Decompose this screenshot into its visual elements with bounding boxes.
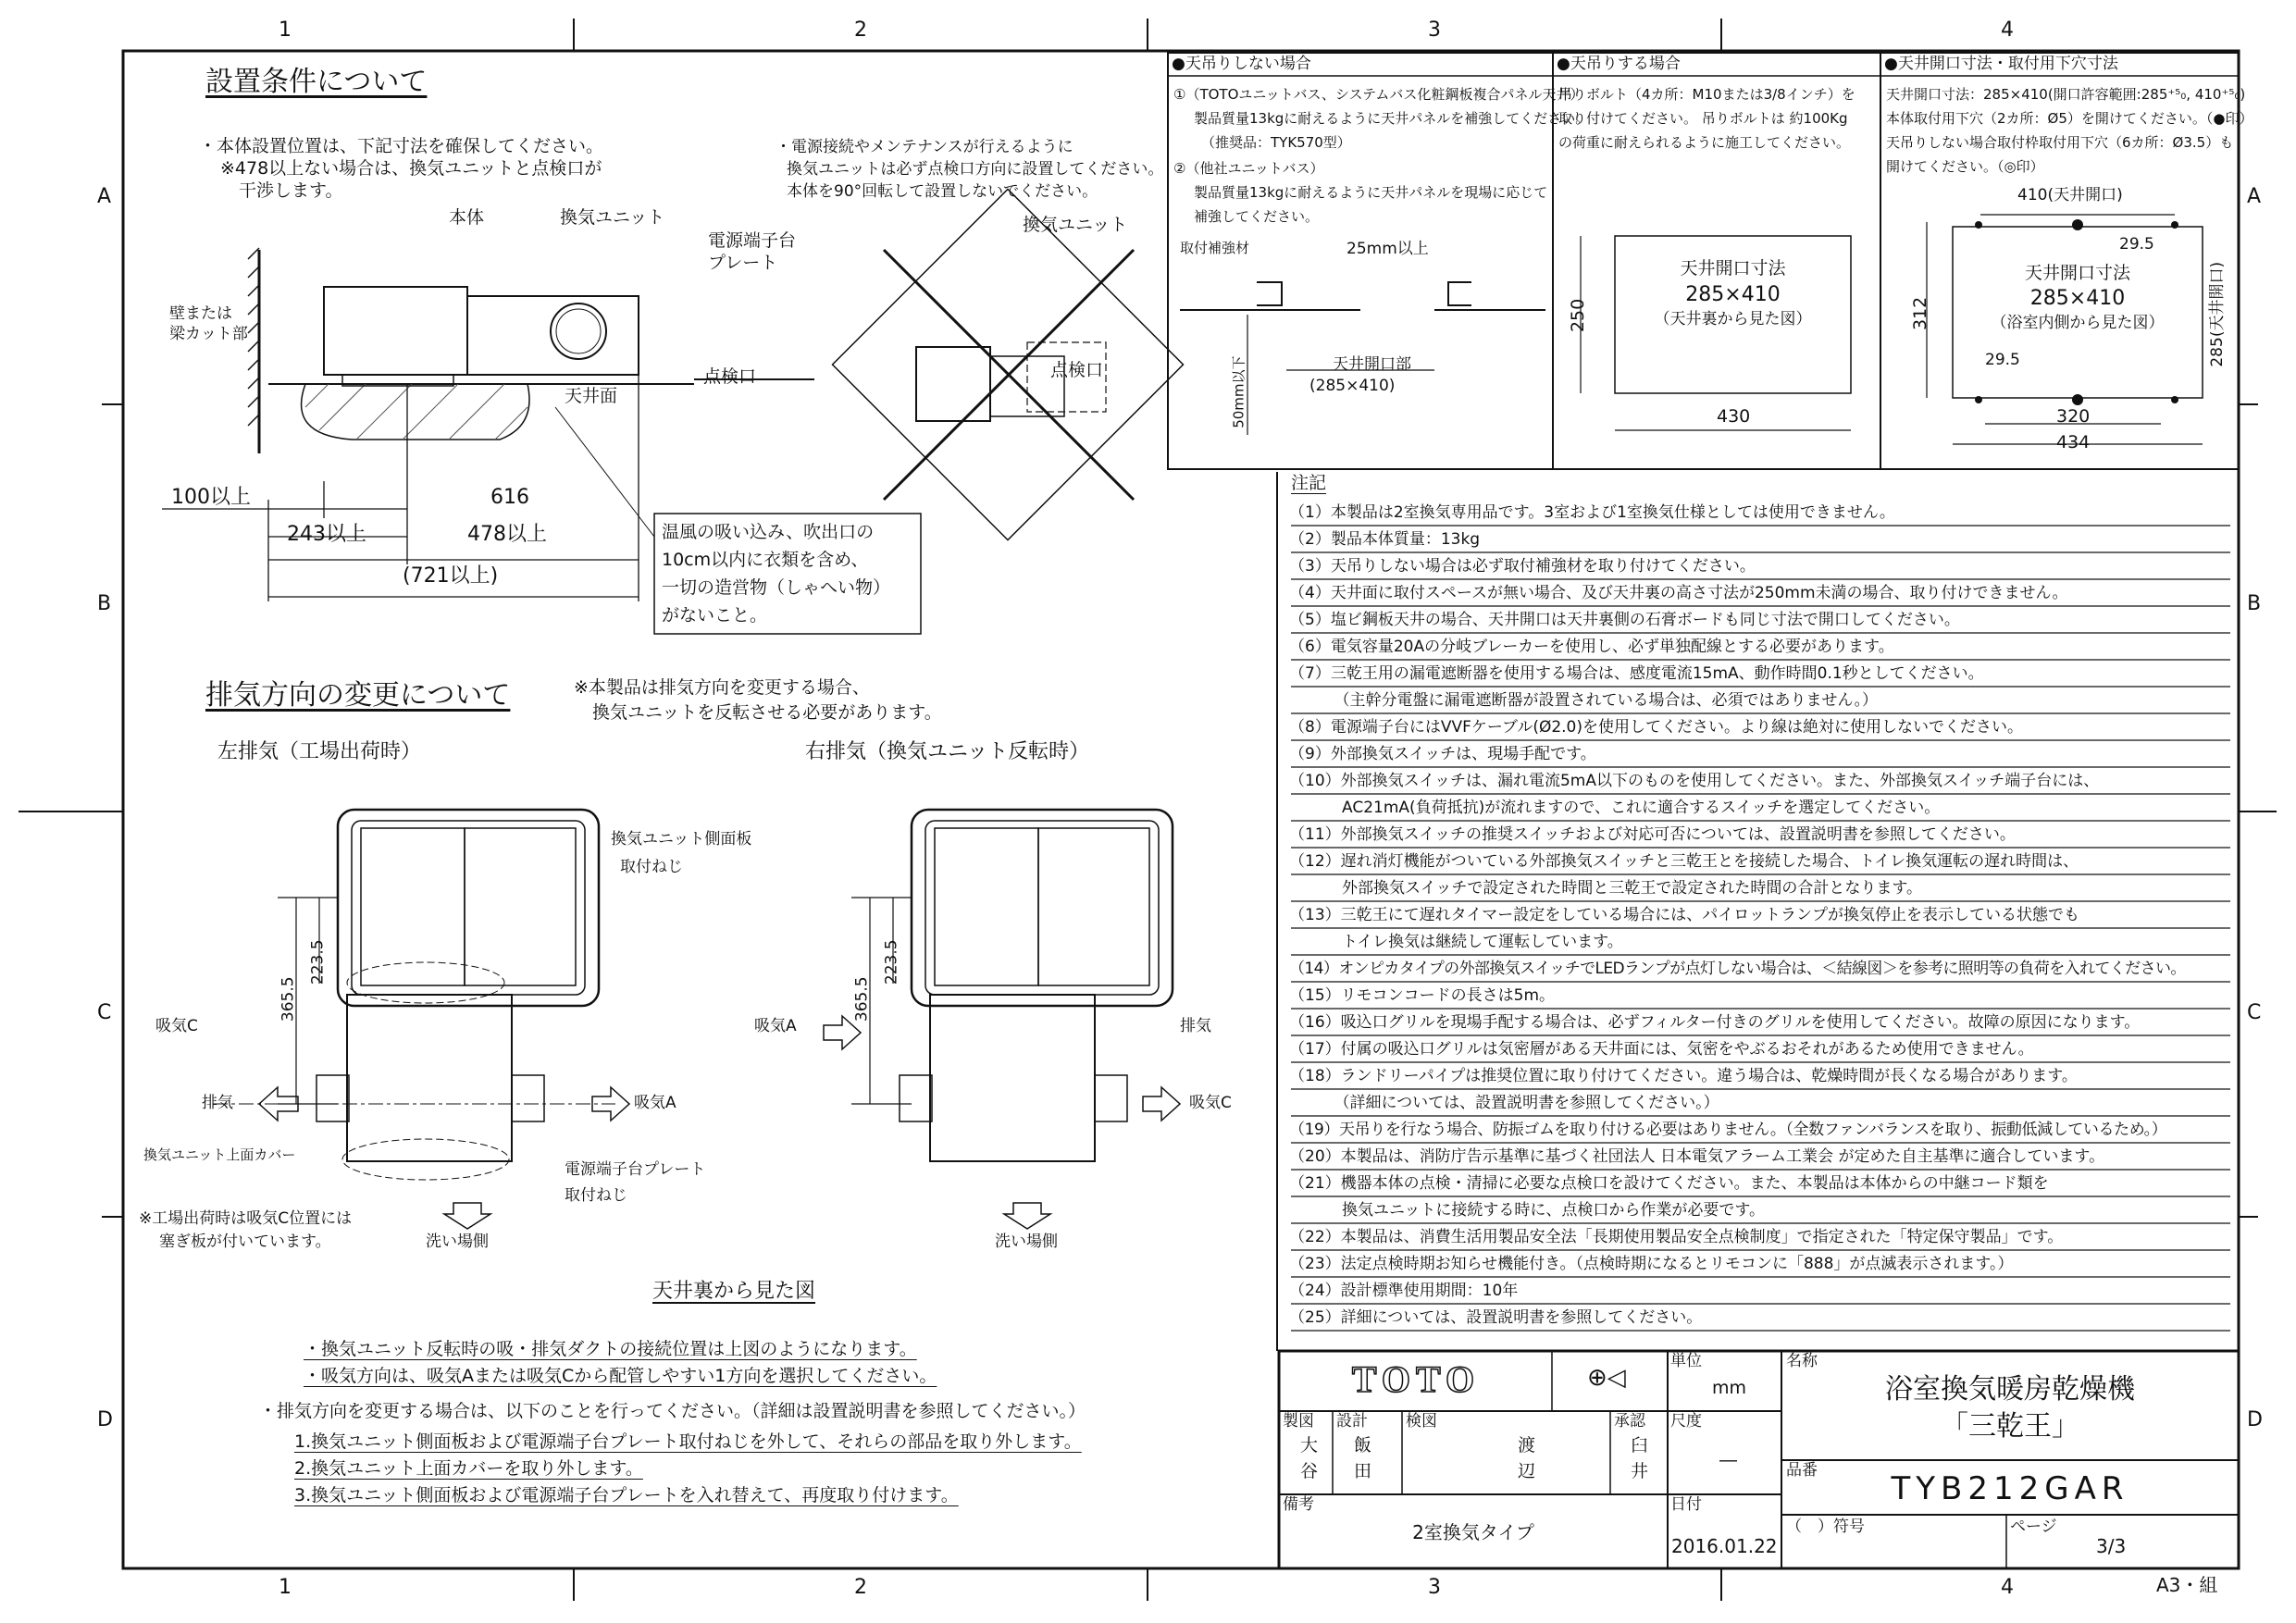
remark-value: 2室換気タイプ <box>1412 1521 1534 1543</box>
label-terminal-1: 電源端子台 <box>708 230 797 251</box>
install-note2-line3: 本体を90°回転して設置しないでください。 <box>787 182 1098 201</box>
opening-line-3: 天吊りしない場合取付枠取付用下穴（6カ所：Ø3.5）も <box>1886 134 2234 151</box>
note-item: （12）遅れ消灯機能がついている外部換気スイッチと三乾王とを接続した場合、トイレ換気運転の遅れ時間は、 <box>1289 852 2079 871</box>
opening-fig-label-3: （浴室内側から見た図） <box>1991 314 2165 332</box>
note-item: （1）本製品は2室換気専用品です。3室および1室換気仕様としては使用できません。 <box>1289 503 1895 522</box>
exhaust-note-2: 換気ユニットを反転させる必要があります。 <box>592 702 942 723</box>
install-note2-line2: 換気ユニットは必ず点検口方向に設置してください。 <box>787 160 1164 179</box>
note-item: （7）三乾王用の漏電遮断器を使用する場合は、感度電流15mA、動作時間0.1秒としてください。 <box>1289 664 1984 683</box>
no-hang-50mm: 50mm以下 <box>1230 355 1247 428</box>
label-top-cover: 換気ユニット上面カバー <box>143 1146 296 1163</box>
procedure-step-1: 1.換気ユニット側面板および電源端子台プレート取付ねじを外して、それらの部品を取り外します。 <box>294 1431 1082 1452</box>
procedure-step-2: 2.換気ユニット上面カバーを取り外します。 <box>294 1458 643 1479</box>
no-hang-line-6: 補強してください。 <box>1194 208 1320 225</box>
label-screw2: 取付ねじ <box>565 1186 627 1205</box>
note-item: AC21mA(負荷抵抗)が流れますので、これに適合するスイッチを選定してください。 <box>1326 799 1941 817</box>
left-exhaust-title: 左排気（工場出荷時） <box>217 740 422 763</box>
dim-100: 100以上 <box>171 486 251 509</box>
factory-note-2: 塞ぎ板が付いています。 <box>159 1233 331 1251</box>
no-hang-title: ●天吊りしない場合 <box>1172 55 1311 73</box>
row-letter-b-right: B <box>2247 592 2262 615</box>
opening-dim-295a: 29.5 <box>2119 235 2154 254</box>
warning-line3: 一切の造営物（しゃへい物） <box>662 577 891 598</box>
dim-478: 478以上 <box>467 523 547 546</box>
opening-dim-312: 312 <box>1910 296 1931 331</box>
label-exhaust-right: 排気 <box>1180 1017 1211 1035</box>
exhaust-bullet-2: ・吸気方向は、吸気Aまたは吸気Cから配管しやすい1方向を選択してください。 <box>304 1366 937 1386</box>
label-wash-left: 洗い場側 <box>426 1233 489 1251</box>
label-intake-a-right: 吸気A <box>754 1017 797 1035</box>
hang-line-2: 取り付けてください。 吊りボルトは 約100Kg <box>1558 110 1848 127</box>
date-label: 日付 <box>1670 1495 1702 1514</box>
approve-by-2: 井 <box>1631 1461 1649 1481</box>
hang-fig-label-1: 天井開口寸法 <box>1680 258 1786 279</box>
label-terminal-2: プレート <box>708 253 778 273</box>
exhaust-bullet-1: ・換気ユニット反転時の吸・排気ダクトの接続位置は上図のようになります。 <box>304 1339 917 1359</box>
no-hang-line-1: ①（TOTOユニットバス、システムバス化粧鋼板複合パネル天井） <box>1173 86 1584 103</box>
label-wall-2: 梁カット部 <box>169 325 248 343</box>
note-item: （19）天吊りを行なう場合、防振ゴムを取り付ける必要はありません。（全数ファンバランスを取り、振動低減しているため。） <box>1289 1121 2167 1139</box>
note-item: （23）法定点検時期お知らせ機能付き。（点検時期になるとリモコンに「888」が点滅表示されます。） <box>1289 1255 2014 1273</box>
part-number: TYB212GAR <box>1891 1470 2129 1507</box>
label-intake-c-right: 吸気C <box>1189 1094 1232 1112</box>
label-vent-unit: 換気ユニット <box>560 207 665 228</box>
dim-223-right: 223.5 <box>882 939 901 985</box>
label-intake-c-left: 吸気C <box>155 1017 198 1035</box>
row-letter-d: D <box>97 1408 113 1431</box>
note-item: （13）三乾王にて遅れタイマー設定をしている場合には、パイロットランプが換気停止を表示している状態でも <box>1289 906 2079 924</box>
part-label: 品番 <box>1786 1461 1818 1480</box>
dim-365-right: 365.5 <box>852 976 872 1022</box>
note-item: （24）設計標準使用期間：10年 <box>1289 1282 1519 1300</box>
page-value: 3/3 <box>2096 1535 2127 1557</box>
dim-223-left: 223.5 <box>308 939 328 985</box>
dim-243: 243以上 <box>287 523 366 546</box>
col-number-4-bottom: 4 <box>2001 1576 2014 1599</box>
note-item: （16）吸込口グリルを現場手配する場合は、必ずフィルター付きのグリルを使用してください。故障の原因になります。 <box>1289 1013 2141 1032</box>
opening-title: ●天井開口寸法・取付用下穴寸法 <box>1884 55 2118 73</box>
warning-line2: 10cm以内に衣類を含め、 <box>662 550 869 570</box>
row-letter-d-right: D <box>2247 1408 2263 1431</box>
install-note1-line2: ※478以上ない場合は、換気ユニットと点検口が <box>220 158 602 179</box>
made-by-2: 谷 <box>1300 1461 1319 1481</box>
exhaust-note-1: ※本製品は排気方向を変更する場合、 <box>574 677 870 698</box>
approve-by-1: 臼 <box>1631 1435 1649 1456</box>
install-note1-line1: ・本体設置位置は、下記寸法を確保してください。 <box>199 136 604 156</box>
note-item: トイレ換気は継続して運転しています。 <box>1326 933 1623 951</box>
opening-line-2: 本体取付用下穴（2カ所：Ø5）を開けてください。（●印） <box>1886 110 2253 127</box>
col-number-3: 3 <box>1428 19 1441 42</box>
opening-dim-295b: 29.5 <box>1985 351 2020 369</box>
no-hang-line-5: 製品質量13kgに耐えるように天井パネルを現場に応じて <box>1194 184 1548 201</box>
warning-line1: 温風の吸い込み、吹出口の <box>662 522 875 542</box>
no-hang-line-2: 製品質量13kgに耐えるように天井パネルを補強してください。 <box>1194 110 1590 127</box>
note-item: （9）外部換気スイッチは、現場手配です。 <box>1289 745 1596 763</box>
label-ceiling: 天井面 <box>565 386 618 406</box>
note-item: （14）オンピカタイプの外部換気スイッチでLEDランプが点灯しない場合は、＜結線図＞を参考に照明等の負荷を入れてください。 <box>1289 960 2186 978</box>
no-hang-25mm: 25mm以上 <box>1347 240 1429 258</box>
scale-value: ― <box>1719 1450 1737 1470</box>
made-label: 製図 <box>1283 1412 1314 1431</box>
col-number-4: 4 <box>2001 19 2014 42</box>
design-by-2: 田 <box>1354 1461 1372 1481</box>
name-label: 名称 <box>1786 1352 1818 1370</box>
label-inspection-topview: 点検口 <box>1050 360 1104 380</box>
install-note1-line3: 干渉します。 <box>239 180 343 201</box>
no-hang-line-3: （推奨品：TYK570型） <box>1201 134 1351 151</box>
note-item: （3）天吊りしない場合は必ず取付補強材を取り付けてください。 <box>1289 557 1756 576</box>
unit-label: 単位 <box>1670 1352 1702 1370</box>
row-letter-c-right: C <box>2247 1001 2262 1024</box>
note-item: （2）製品本体質量：13kg <box>1289 530 1481 549</box>
hang-dim-250: 250 <box>1568 298 1589 333</box>
design-by-1: 飯 <box>1354 1435 1372 1456</box>
row-letter-c: C <box>97 1001 112 1024</box>
note-item: （22）本製品は、消費生活用製品安全法「長期使用製品安全点検制度」で指定された「特定保守製品」です。 <box>1289 1228 2064 1246</box>
opening-fig-label-1: 天井開口寸法 <box>2024 263 2130 283</box>
note-item: （18）ランドリーパイプは推奨位置に取り付けてください。違う場合は、乾燥時間が長くなる場合があります。 <box>1289 1067 2078 1085</box>
label-wash-right: 洗い場側 <box>995 1233 1058 1251</box>
install-heading: 設置条件について <box>205 66 428 98</box>
label-wall-1: 壁または <box>169 304 232 323</box>
note-item: （8）電源端子台にはVVFケーブル(Ø2.0)を使用してください。より線は絶対に使用しないでください。 <box>1289 718 2024 737</box>
label-exhaust-left: 排気 <box>202 1094 233 1112</box>
symbol-label: （ ）符号 <box>1786 1518 1865 1536</box>
hang-line-1: 吊りボルト（4カ所：M10または3/8インチ）を <box>1558 86 1855 103</box>
col-number-3-bottom: 3 <box>1428 1576 1441 1599</box>
unit-value: mm <box>1712 1378 1747 1398</box>
col-number-1-bottom: 1 <box>279 1576 292 1599</box>
page-label: ページ <box>2010 1518 2057 1536</box>
note-item: （10）外部換気スイッチは、漏れ電流5mA以下のものを使用してください。また、外部換気スイッチ端子台には、 <box>1289 772 2100 790</box>
col-number-2: 2 <box>854 19 867 42</box>
hang-line-3: の荷重に耐えられるように施工してください。 <box>1558 134 1851 151</box>
no-hang-opening-2: (285×410) <box>1309 377 1396 395</box>
procedure-step-3: 3.換気ユニット側面板および電源端子台プレートを入れ替えて、再度取り付けます。 <box>294 1485 959 1505</box>
label-terminal-plate: 電源端子台プレート <box>565 1160 706 1179</box>
opening-line-1: 天井開口寸法：285×410(開口許容範囲:285⁺⁵₀, 410⁺⁵₀) <box>1886 86 2246 103</box>
col-number-2-bottom: 2 <box>854 1576 867 1599</box>
no-hang-reinforce: 取付補強材 <box>1180 240 1250 256</box>
scale-label: 尺度 <box>1670 1412 1702 1431</box>
hang-fig-label-2: 285×410 <box>1685 283 1781 306</box>
label-screw: 取付ねじ <box>620 858 683 876</box>
row-letter-b: B <box>97 592 112 615</box>
toto-logo: TOTO <box>1351 1358 1481 1400</box>
label-intake-a-left: 吸気A <box>634 1094 676 1112</box>
note-item: 換気ユニットに接続する時に、点検口から作業が必要です。 <box>1326 1201 1765 1220</box>
opening-fig-label-2: 285×410 <box>2029 287 2126 310</box>
note-item: （20）本製品は、消防庁告示基準に基づく社団法人 日本電気アラーム工業会 が定めた自主基準に適合しています。 <box>1289 1147 2105 1166</box>
design-label: 設計 <box>1336 1412 1368 1431</box>
note-item: 外部換気スイッチで設定された時間と三乾王で設定された時間の合計となります。 <box>1326 879 1922 898</box>
exhaust-heading: 排気方向の変更について <box>205 679 511 712</box>
hang-dim-430: 430 <box>1717 406 1751 427</box>
row-letter-a-right: A <box>2247 185 2262 208</box>
label-body: 本体 <box>449 207 485 228</box>
note-item: （15）リモコンコードの長さは5m。 <box>1289 986 1556 1005</box>
approve-label: 承認 <box>1614 1412 1645 1431</box>
no-hang-line-4: ②（他社ユニットバス） <box>1173 160 1324 177</box>
procedure-title: ・排気方向を変更する場合は、以下のことを行ってください。（詳細は設置説明書を参照してください。） <box>259 1401 1086 1421</box>
made-by-1: 大 <box>1300 1435 1319 1456</box>
note-item: （主幹分電盤に漏電遮断器が設置されている場合は、必須ではありません。） <box>1326 691 1879 710</box>
col-number-1: 1 <box>279 19 292 42</box>
hang-title: ●天吊りする場合 <box>1557 55 1681 73</box>
projection-symbol-icon: ⊕◁ <box>1587 1364 1626 1392</box>
hang-fig-label-3: （天井裏から見た図） <box>1654 310 1812 328</box>
product-name-1: 浴室換気暖房乾燥機 <box>1885 1373 2135 1406</box>
warning-line4: がないこと。 <box>662 605 768 626</box>
note-item: （詳細については、設置説明書を参照してください。） <box>1326 1094 1719 1112</box>
note-item: （5）塩ビ鋼板天井の場合、天井開口は天井裏側の石膏ボードも同じ寸法で開口してください。 <box>1289 611 1960 629</box>
opening-dim-410: 410(天井開口) <box>2017 186 2123 204</box>
opening-dim-434: 434 <box>2056 432 2091 452</box>
row-letter-a: A <box>97 185 112 208</box>
right-exhaust-title: 右排気（換気ユニット反転時） <box>805 740 1090 763</box>
label-side-plate: 換気ユニット側面板 <box>611 830 752 849</box>
note-item: （25）詳細については、設置説明書を参照してください。 <box>1289 1308 1703 1327</box>
dim-365-left: 365.5 <box>279 976 298 1022</box>
install-note2-line1: ・電源接続やメンテナンスが行えるように <box>776 138 1074 156</box>
factory-note-1: ※工場出荷時は吸気C位置には <box>139 1209 353 1228</box>
label-inspection: 点検口 <box>703 366 757 387</box>
note-item: （6）電気容量20Aの分岐ブレーカーを使用し、必ず単独配線とする必要があります。 <box>1289 638 1894 656</box>
opening-dim-285: 285(天井開口) <box>2208 261 2228 367</box>
view-caption: 天井裏から見た図 <box>652 1280 816 1303</box>
paper-size-label: A3・組 <box>2156 1574 2218 1596</box>
check-label: 検図 <box>1406 1412 1437 1431</box>
note-item: （17）付属の吸込口グリルは気密層がある天井面には、気密をやぶるおそれがあるため使用できません。 <box>1289 1040 2034 1059</box>
check-by-2: 辺 <box>1518 1461 1536 1481</box>
opening-dim-320: 320 <box>2056 406 2091 427</box>
dim-721: (721以上) <box>403 564 499 588</box>
note-item: （11）外部換気スイッチの推奨スイッチおよび対応可否については、設置説明書を参照してください。 <box>1289 825 2016 844</box>
remark-label: 備考 <box>1283 1495 1314 1514</box>
opening-line-4: 開けてください。（◎印） <box>1886 158 2044 175</box>
dim-616: 616 <box>490 486 529 509</box>
no-hang-opening-1: 天井開口部 <box>1333 355 1411 374</box>
notes-title: 注記 <box>1291 473 1327 493</box>
product-name-2: 「三乾王」 <box>1941 1410 2079 1443</box>
check-by-1: 渡 <box>1518 1435 1536 1456</box>
note-item: （4）天井面に取付スペースが無い場合、及び天井裏の高さ寸法が250mm未満の場合、取り付けできません。 <box>1289 584 2068 602</box>
note-item: （21）機器本体の点検・清掃に必要な点検口を設けてください。また、本製品は本体からの中継コード類を <box>1289 1174 2049 1193</box>
date-value: 2016.01.22 <box>1671 1535 1778 1557</box>
label-vent-unit-topview: 換気ユニット <box>1023 215 1128 235</box>
